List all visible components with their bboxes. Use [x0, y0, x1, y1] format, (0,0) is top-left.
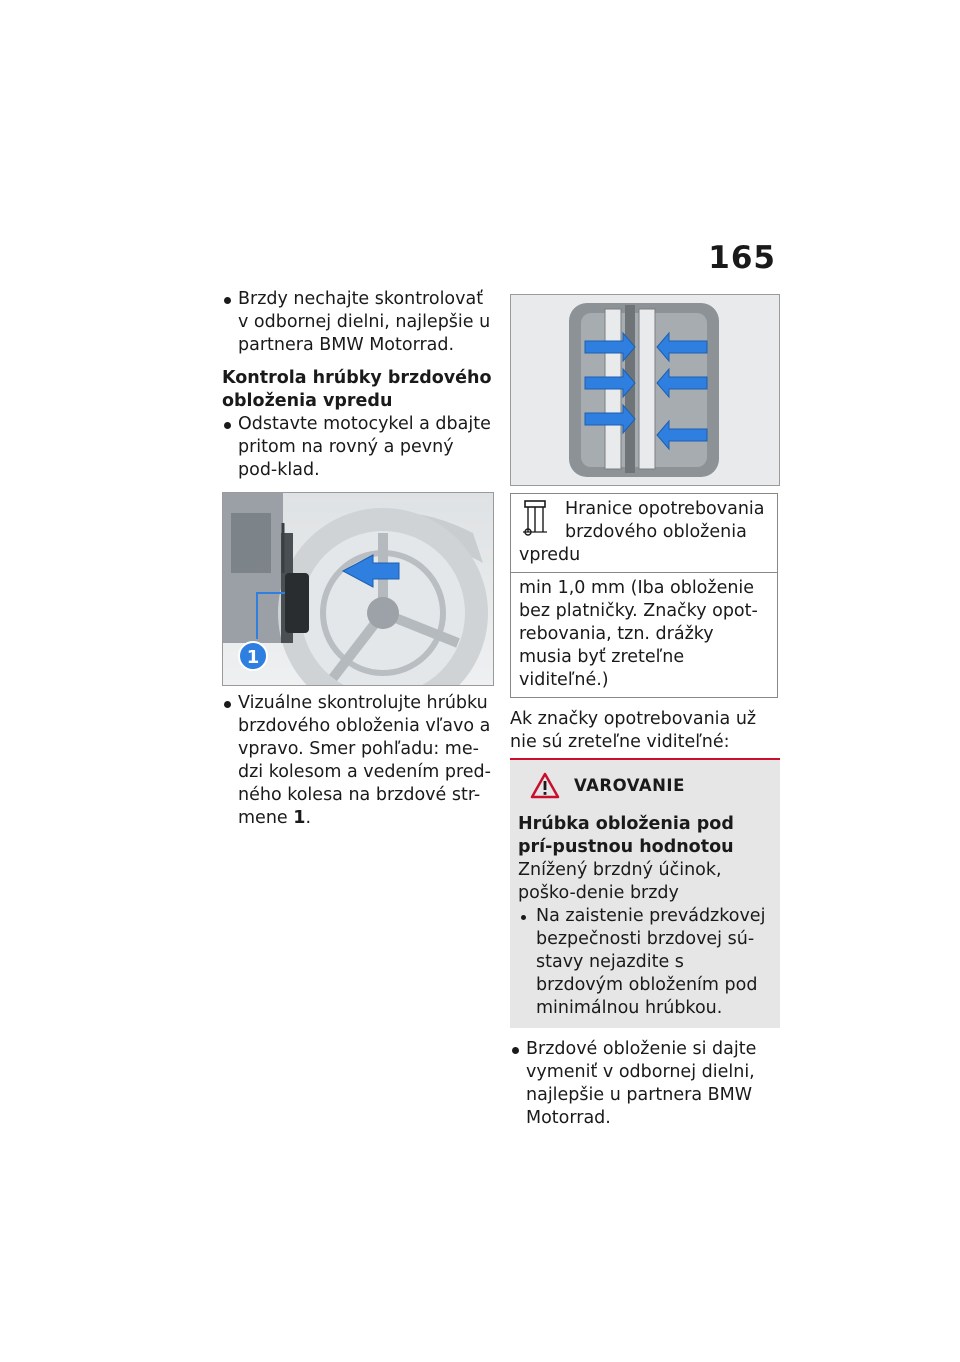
wear-marks-paragraph: Ak značky opotrebovania už nie sú zreteľne viditeľné:: [510, 709, 757, 752]
bullet-park-motorcycle: Odstavte motocykel a dbajte pritom na rovný a pevný pod-klad.: [222, 413, 494, 482]
thickness-gauge-icon: [519, 498, 553, 538]
warning-bullet: Na zaistenie prevádzkovej bezpečnosti brzdovej sú-stavy nejazdite s brzdovým obložením pod minimálnou hrúbkou.: [518, 905, 771, 1020]
bullet-check-brakes: Brzdy nechajte skontrolovať v odbornej dielni, najlepšie u partnera BMW Motorrad.: [222, 288, 494, 357]
front-wheel-illustration: [223, 493, 493, 685]
warning-header: VAROVANIE: [530, 772, 771, 799]
caliper-figure: [510, 294, 780, 486]
wear-limit-table: [510, 493, 778, 698]
warning-box: [510, 758, 780, 1028]
svg-text:1: 1: [246, 647, 260, 668]
front-wheel-figure: [222, 492, 494, 686]
warning-heading: Hrúbka obloženia pod prí-pustnou hodnotou: [518, 814, 734, 857]
bullet-visual-check: Vizuálne skontrolujte hrúbku brzdového obloženia vľavo a vpravo. Smer pohľadu: me-dzi kolesom a vedením pred-ného kolesa na brzdové str-mene 1.: [222, 692, 494, 830]
section-heading: Kontrola hrúbky brzdového obloženia vpredu: [222, 368, 492, 411]
spec-label-cell: Hranice opotrebovania brzdového obloženia vpredu: [511, 494, 778, 573]
pad-right: [639, 309, 655, 469]
spec-value-cell: min 1,0 mm (Iba obloženie bez platničky. Značky opot-rebovania, tzn. drážky musia byť zreteľne viditeľné.): [511, 573, 778, 698]
right-column: [510, 294, 780, 1130]
left-column: [222, 288, 494, 830]
bullet-replace-pads: Brzdové obloženie si dajte vymeniť v odbornej dielni, najlepšie u partnera BMW Motorrad.: [510, 1038, 780, 1130]
warning-text: Znížený brzdný účinok, poško-denie brzdy: [518, 860, 722, 903]
warning-triangle-icon: [530, 772, 560, 799]
page-number: 165: [708, 240, 776, 276]
caliper-illustration: [511, 295, 779, 485]
brake-caliper: [285, 573, 309, 633]
